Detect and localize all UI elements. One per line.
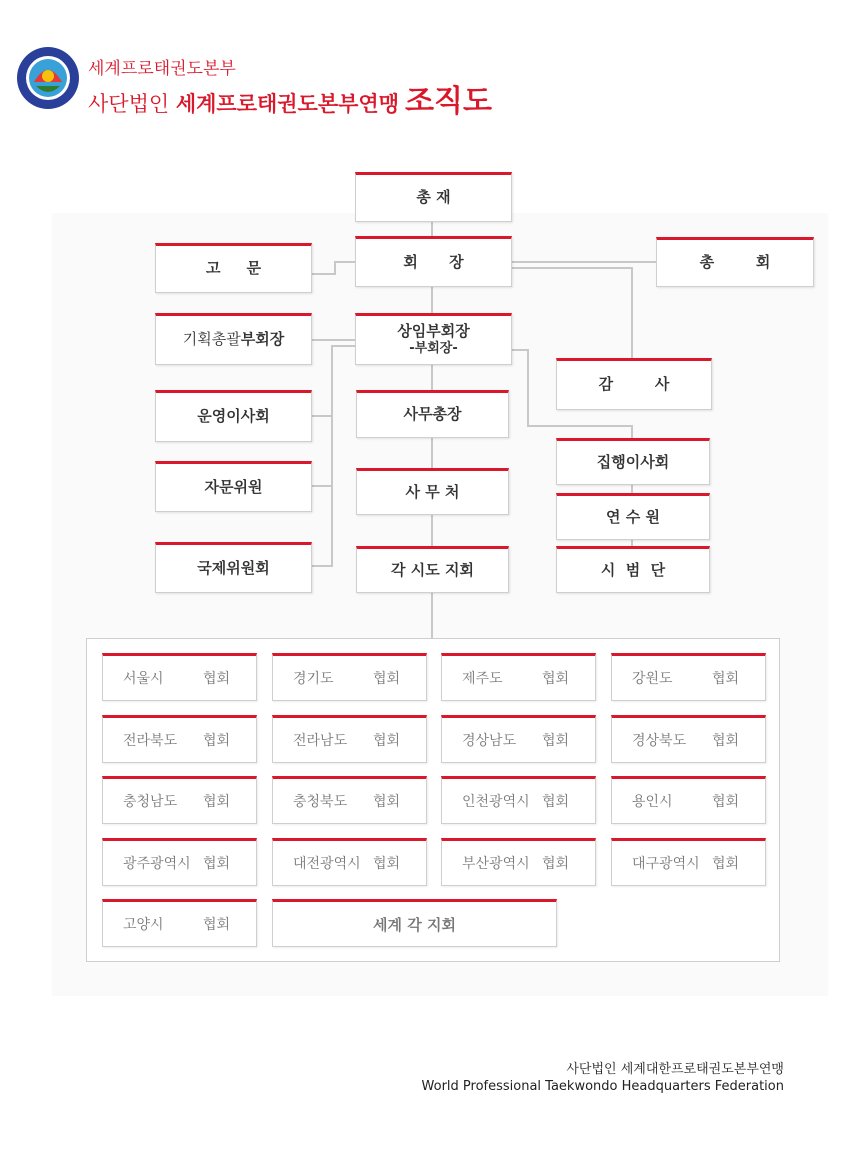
association-box (441, 653, 596, 701)
header-prefix: 사단법인 (88, 92, 170, 116)
association-box (611, 776, 766, 824)
box-regional-branches: 각 시도 지회 (356, 546, 509, 593)
association-label: 협회 (542, 856, 570, 872)
association-region: 대구광역시 (632, 856, 700, 872)
association-region: 경상남도 (462, 733, 517, 749)
association-label: 협회 (373, 794, 401, 810)
association-label: 협회 (203, 856, 231, 872)
box-secretary-general: 사무총장 (356, 390, 509, 438)
box-world-branches: 세계 각 지회 (272, 899, 557, 947)
box-demonstration-team: 시 범 단 (556, 546, 710, 593)
association-label: 협회 (373, 671, 401, 687)
association-region: 경상북도 (632, 733, 687, 749)
association-box (102, 776, 257, 824)
association-label: 협회 (203, 671, 231, 687)
association-region: 인천광역시 (462, 794, 530, 810)
association-box (102, 899, 257, 947)
association-box (441, 715, 596, 763)
association-box (611, 838, 766, 886)
association-label: 협회 (542, 733, 570, 749)
association-region: 서울시 (123, 671, 164, 687)
association-label: 협회 (203, 917, 231, 933)
box-international-committee: 국제위원회 (155, 542, 312, 593)
association-label: 협회 (373, 856, 401, 872)
association-box (102, 715, 257, 763)
box-chairman: 회 장 (355, 236, 512, 287)
box-executive-board: 집행이사회 (556, 438, 710, 485)
association-region: 전라북도 (123, 733, 178, 749)
association-region: 충청남도 (123, 794, 178, 810)
association-box (272, 653, 427, 701)
box-secretariat: 사 무 처 (356, 468, 509, 515)
association-region: 충청북도 (293, 794, 348, 810)
association-box (272, 776, 427, 824)
box-operating-board: 운영이사회 (155, 390, 312, 442)
association-label: 협회 (712, 733, 740, 749)
standing-vp-label: 상임부회장 (397, 321, 470, 340)
association-box (272, 715, 427, 763)
association-box (441, 838, 596, 886)
association-region: 고양시 (123, 917, 164, 933)
header-chart-title: 조직도 (405, 84, 492, 119)
association-region: 광주광역시 (123, 856, 191, 872)
header-org-name: 세계프로태권도본부 (88, 59, 236, 79)
box-training-institute: 연 수 원 (556, 493, 710, 540)
association-box (441, 776, 596, 824)
planning-prefix: 기획총괄 (182, 330, 241, 348)
association-label: 협회 (373, 733, 401, 749)
association-label: 협회 (203, 733, 231, 749)
planning-suffix: 부회장 (240, 330, 285, 348)
association-box (102, 838, 257, 886)
association-region: 경기도 (293, 671, 334, 687)
association-region: 제주도 (462, 671, 503, 687)
standing-vp-sub-label: -부회장- (409, 341, 458, 357)
box-advisory-committee: 자문위원 (155, 461, 312, 512)
association-region: 용인시 (632, 794, 673, 810)
association-region: 부산광역시 (462, 856, 530, 872)
box-planning-vp (155, 313, 312, 365)
association-label: 협회 (712, 671, 740, 687)
association-label: 협회 (542, 671, 570, 687)
box-general-assembly: 총 회 (656, 237, 814, 287)
header-title (88, 76, 492, 120)
box-advisor: 고 문 (155, 243, 312, 293)
association-label: 협회 (712, 794, 740, 810)
association-box (102, 653, 257, 701)
association-region: 대전광역시 (293, 856, 361, 872)
association-box (611, 715, 766, 763)
footer-english-name: World Professional Taekwondo Headquarters Federation (421, 1079, 784, 1094)
association-box (611, 653, 766, 701)
association-box (272, 838, 427, 886)
box-president: 총 재 (355, 172, 512, 222)
association-region: 강원도 (632, 671, 673, 687)
header-federation-name: 세계프로태권도본부연맹 (175, 92, 399, 116)
federation-emblem-icon (16, 46, 80, 110)
box-standing-vp (355, 313, 512, 365)
association-label: 협회 (712, 856, 740, 872)
box-audit: 감 사 (556, 358, 712, 410)
association-region: 전라남도 (293, 733, 348, 749)
footer-korean-name: 사단법인 세계대한프로태권도본부연맹 (566, 1062, 784, 1077)
association-label: 협회 (203, 794, 231, 810)
association-label: 협회 (542, 794, 570, 810)
